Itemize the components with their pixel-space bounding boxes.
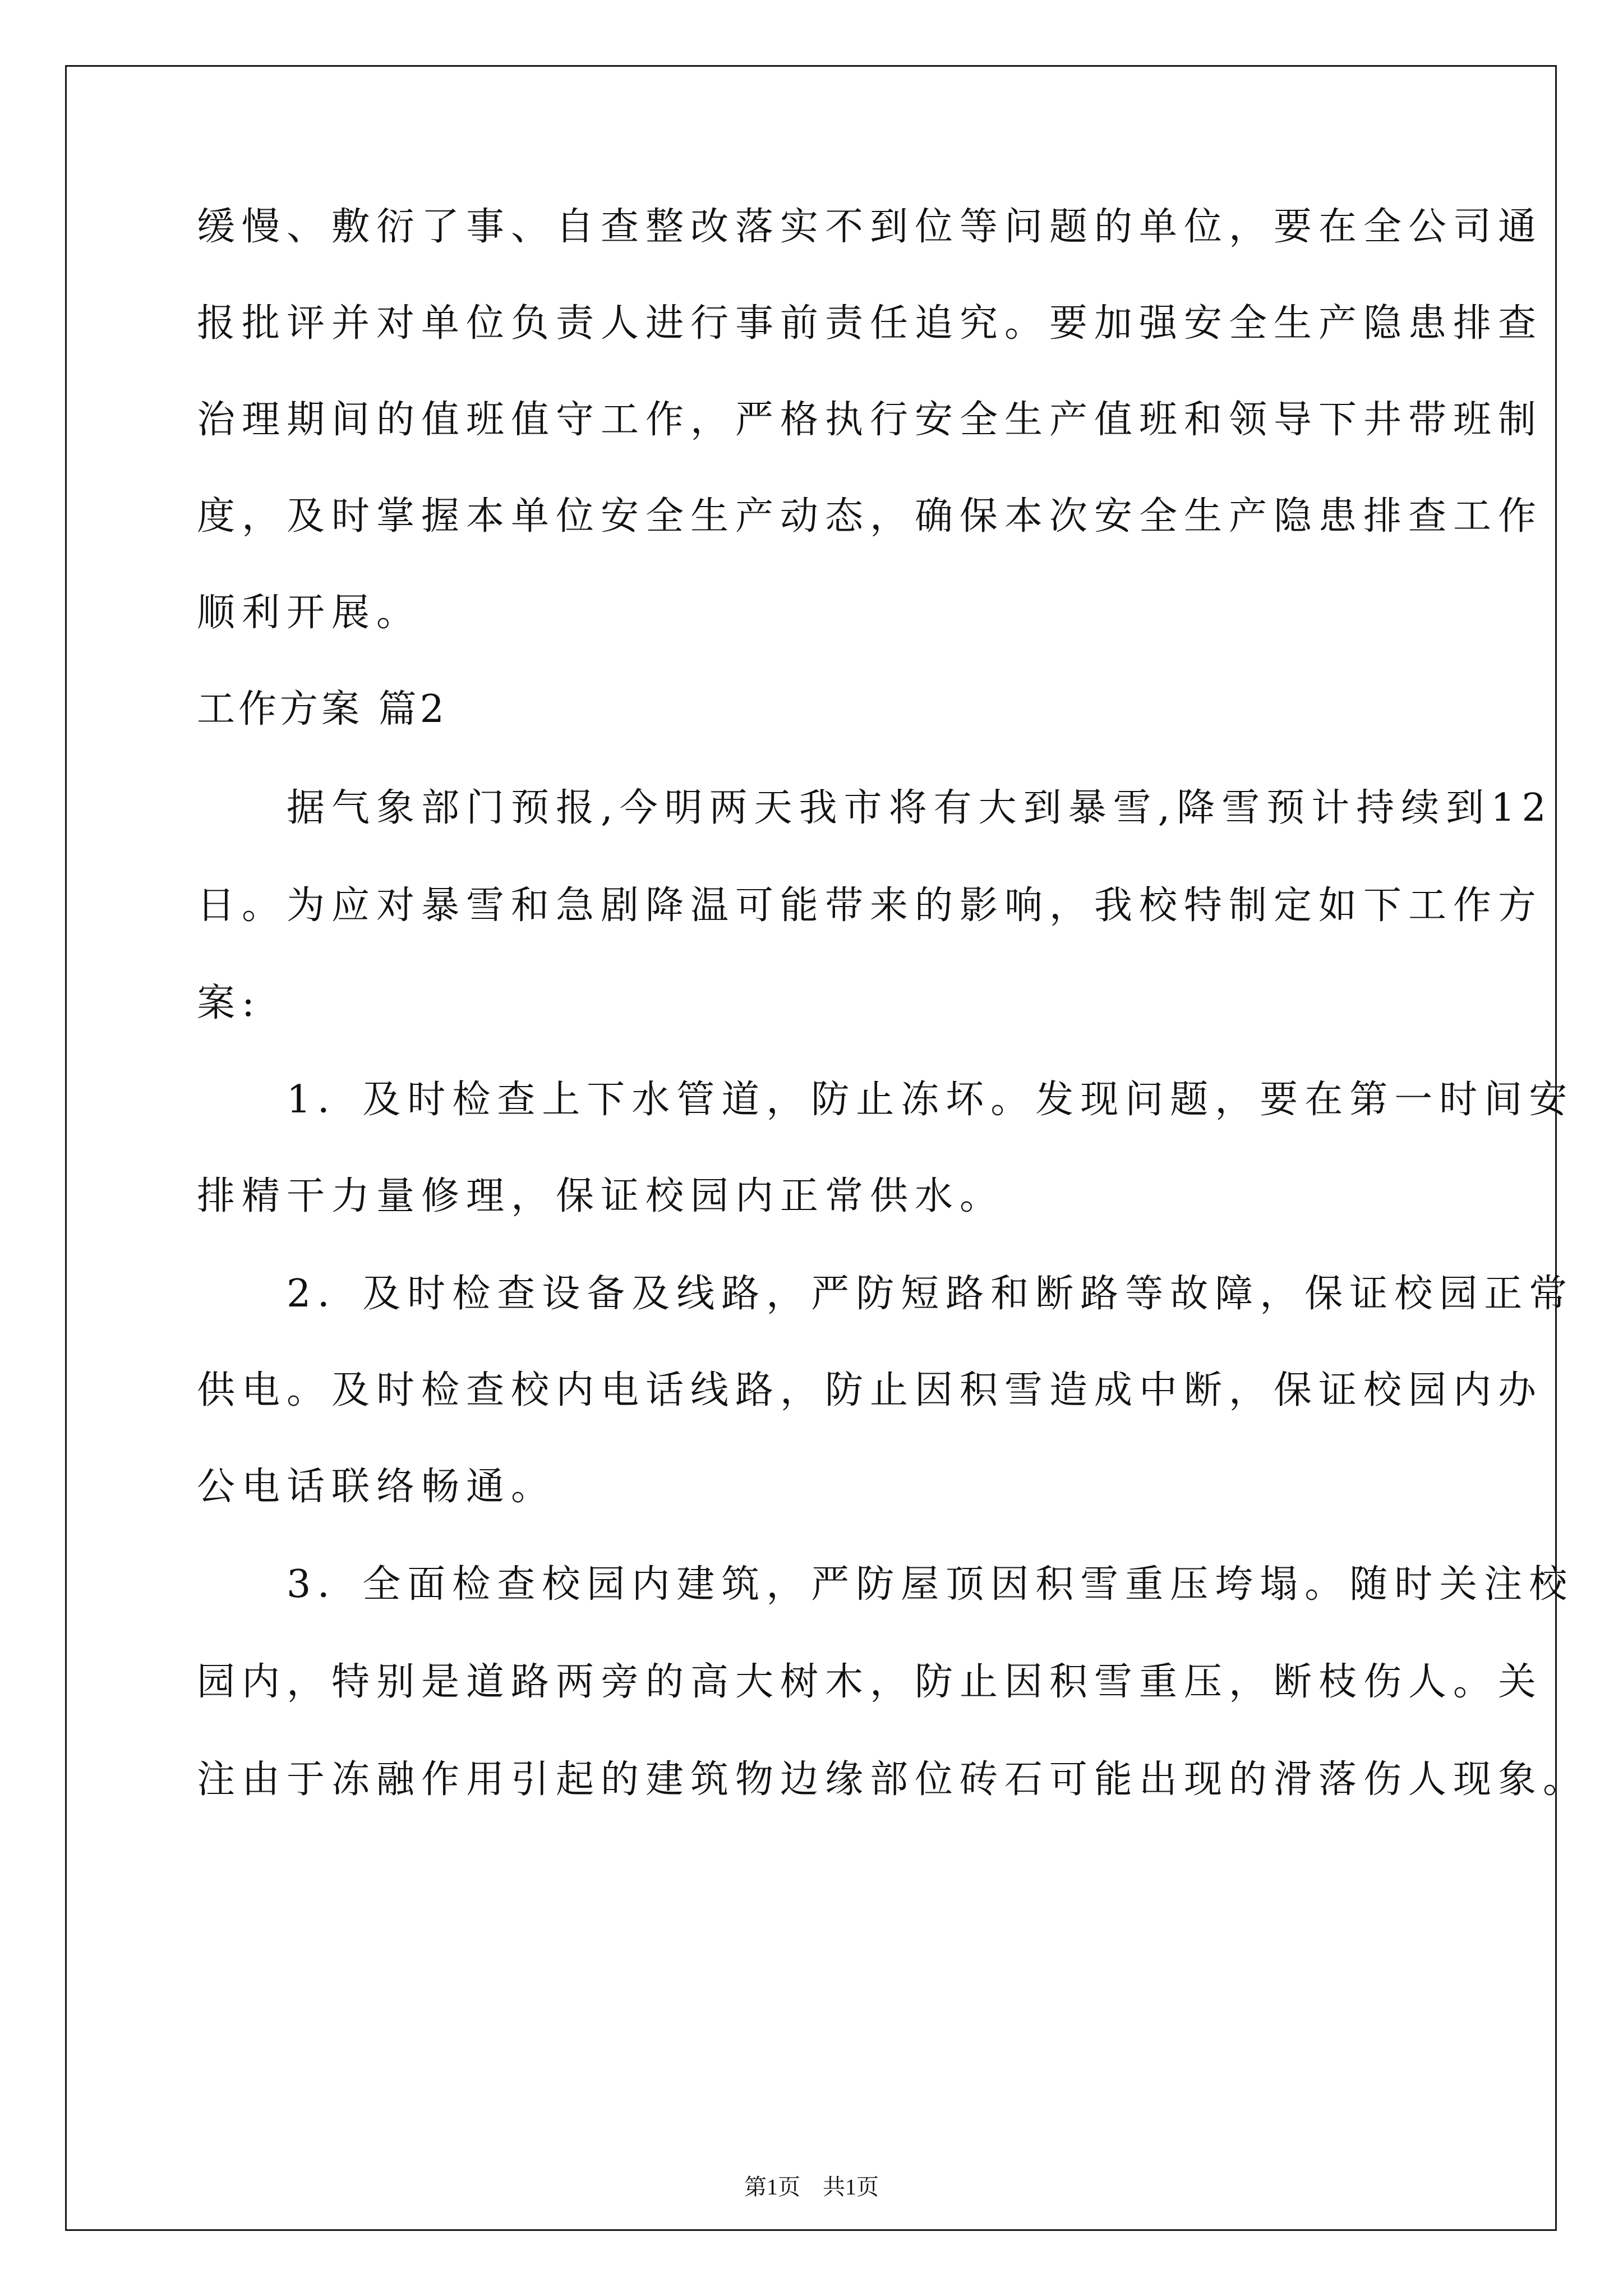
paragraph-line: 报批评并对单位负责人进行事前责任追究。要加强安全生产隐患排查 (197, 301, 1543, 346)
paragraph-line: 供电。及时检查校内电话线路，防止因积雪造成中断，保证校园内办 (197, 1368, 1543, 1412)
paragraph-line: 缓慢、敷衍了事、自查整改落实不到位等问题的单位，要在全公司通 (197, 205, 1543, 249)
page-footer: 第1页 共1页 (744, 2174, 879, 2200)
paragraph-line: 注由于冻融作用引起的建筑物边缘部位砖石可能出现的滑落伤人现象。 (197, 1757, 1588, 1802)
paragraph-line: 2．及时检查设备及线路，严防短路和断路等故障，保证校园正常 (197, 1272, 1574, 1316)
paragraph-line: 日。为应对暴雪和急剧降温可能带来的影响，我校特制定如下工作方 (197, 884, 1543, 928)
paragraph-line: 度，及时掌握本单位安全生产动态，确保本次安全生产隐患排查工作 (197, 494, 1543, 539)
paragraph-line: 3．全面检查校园内建筑，严防屋顶因积雪重压垮塌。随时关注校 (197, 1562, 1574, 1607)
section-heading: 工作方案 篇2 (197, 687, 448, 731)
paragraph-line: 公电话联络畅通。 (197, 1465, 556, 1509)
paragraph-line: 据气象部门预报,今明两天我市将有大到暴雪,降雪预计持续到12 (197, 786, 1553, 830)
paragraph-line: 园内，特别是道路两旁的高大树木，防止因积雪重压，断枝伤人。关 (197, 1660, 1543, 1704)
paragraph-line: 顺利开展。 (197, 591, 422, 635)
paragraph-line: 治理期间的值班值守工作，严格执行安全生产值班和领导下井带班制 (197, 398, 1543, 442)
paragraph-line: 1．及时检查上下水管道，防止冻坏。发现问题，要在第一时间安 (197, 1078, 1574, 1122)
paragraph-line: 案: (197, 981, 261, 1025)
paragraph-line: 排精干力量修理，保证校园内正常供水。 (197, 1174, 1005, 1218)
page-border (65, 65, 1557, 2231)
